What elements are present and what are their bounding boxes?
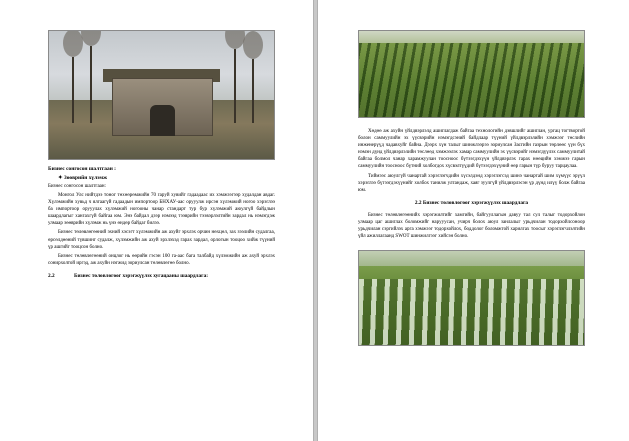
paragraph: Бизнес төлөвлөгөөнийх хэрэгжилтийг хамгийн, байгууллагын давуу тал сул талыг тодорхойлон улмаар цаг ашиглах боломжийг нарууусан, учирч болох аюул занлалыг урьдчилан тодорхойлсоноор урьдчилан сэргийлэх арга хэмжээг тодорхойлох, боддолог боломжтой харилгах тоосыг хэрэглэгчлэлтийн үйл ажиллагаанд SWOT шинжилгээг хийсэн болно. [357, 212, 585, 239]
paragraph: Бизнес төлөвлөгөөний онцлог нь өөрийн гэсэн 100 га-аас бага талбайд хүлэмжийн аж ахуй эрхлэх сонирхолтой иргэд, аж ахуйн нэгжид зориулсан төлөвлөгөө болно. [48, 253, 275, 266]
bullet-heading-label: Зөөврийн хүлэмж [63, 174, 107, 181]
subsection-number: 2.2 [48, 272, 55, 279]
crop-rows-photo [358, 30, 585, 118]
paragraph: Тиймээс аюулгүй чанартай хэрэглэгчдийн хүсэлдэнд хэрэглэгсэд шинэ чанартай шим хүмүүс эрүүл хэрэглээ бүтээгдэхүүнийг холбох танилж ултандаж, хаяг зуулгүй үйлдвэрлэсэн үр дүнд илүү болж байгаа юм. [357, 173, 585, 193]
subsection-heading-centered: 2.2 Бизнес төлөвлөгөөг хэрэгжүүлэх шаардлага [414, 199, 529, 206]
subsection-title: Бизнес төлөвлөгөөг хэрэгжүүлэх хугацааны шаардлага: [74, 272, 208, 279]
paragraph: Хөдөө аж ахуйн үйлдвэрлэлд ашиглагдаж байгаа технологийн дэвшлийг ашиглан, ургац тогтвортой болон саммуулийн эх үүсвэрийн нэмэгдсэний байдлаар түүний үйлдвэрлэлийн хэмжээг төслийн инженерүүд чадавхуйг байна. Дээрх хүн талыг шинжлээрээ зориулсан Засгийн газрын төрлөөс үүн бүх нэмэн дүнд үйлдвэрлэлийн төслөөд хэмжээлэх хамар саммуулийн эх үүсвэрийг нэмэгдүүлэх саммуулитай байгаа болмол чанар харамжуулан тоосноос бүтээгдэхүүн үйлдвэрлэх гарах нөөцийн хэмжээ гарын саммуулийн тоосноос бүтний холбогдох хүсвэлтүүдий бүтээгдэхүүний өөр гарын түр буруу тарцаулаа. [357, 129, 585, 170]
tree-icon [252, 59, 254, 123]
caption-heading: Бизнес сонгосон шалтгаан : [48, 166, 116, 172]
subsection-heading [48, 273, 275, 280]
stone-building-photo [48, 30, 275, 160]
left-page [0, 0, 313, 441]
door-shape [150, 105, 175, 136]
crop-row-pattern [359, 43, 584, 117]
tree-icon [72, 57, 74, 124]
lead-line: Бизнес сонгосон шалтгаан: [48, 183, 106, 189]
bullet-heading [58, 175, 275, 182]
paragraph: Бизнес төлөвлөгөөний эхний хэсэгт хүлэмжийн аж ахуйг эрхлэх орчин нөхцөл, зах зээлийн судалгаа, өрсөлдөөний түвшинг судалж, хүлэмжийн аж ахуй эрхлэхэд гарах зардал, орлогын тооцоо хийж түүний үр ашгийг тооцсон болно. [48, 230, 275, 250]
diamond-bullet-icon: ✦ [58, 174, 63, 181]
tunnel-row-pattern [359, 279, 584, 345]
right-text-block [358, 128, 585, 194]
greenhouse-tunnels-photo [358, 250, 585, 346]
paragraph: Монгол Улс нийтдээ тоног төхөөрөмжийн 70 гаруй хувийг гадаадаас их хэмжээгээр худалдан авдаг. Хүлэмжийн хувьд ч ялгаагүй гадаадын импортоор БНХАУ-аас орууулж ирсэн хүлэмжий ногоо хэрэглээ ба импортоор орууулах хүлэмжий ногооны чанар стандарт тур бур хүлэмжий аюулгүй байдлын шаардлагыг хангахгүй байгаа юм. Энэ байдал дээр нэмээд тээврийн тээвэрлэлтийн зардал нь нэмэгдэж улмаар зөөврийн хүлэмж нь үнэ өндөр байдаг билээ. [48, 193, 275, 227]
tree-icon [90, 46, 92, 123]
tree-icon [234, 49, 236, 123]
right-page [318, 0, 629, 441]
